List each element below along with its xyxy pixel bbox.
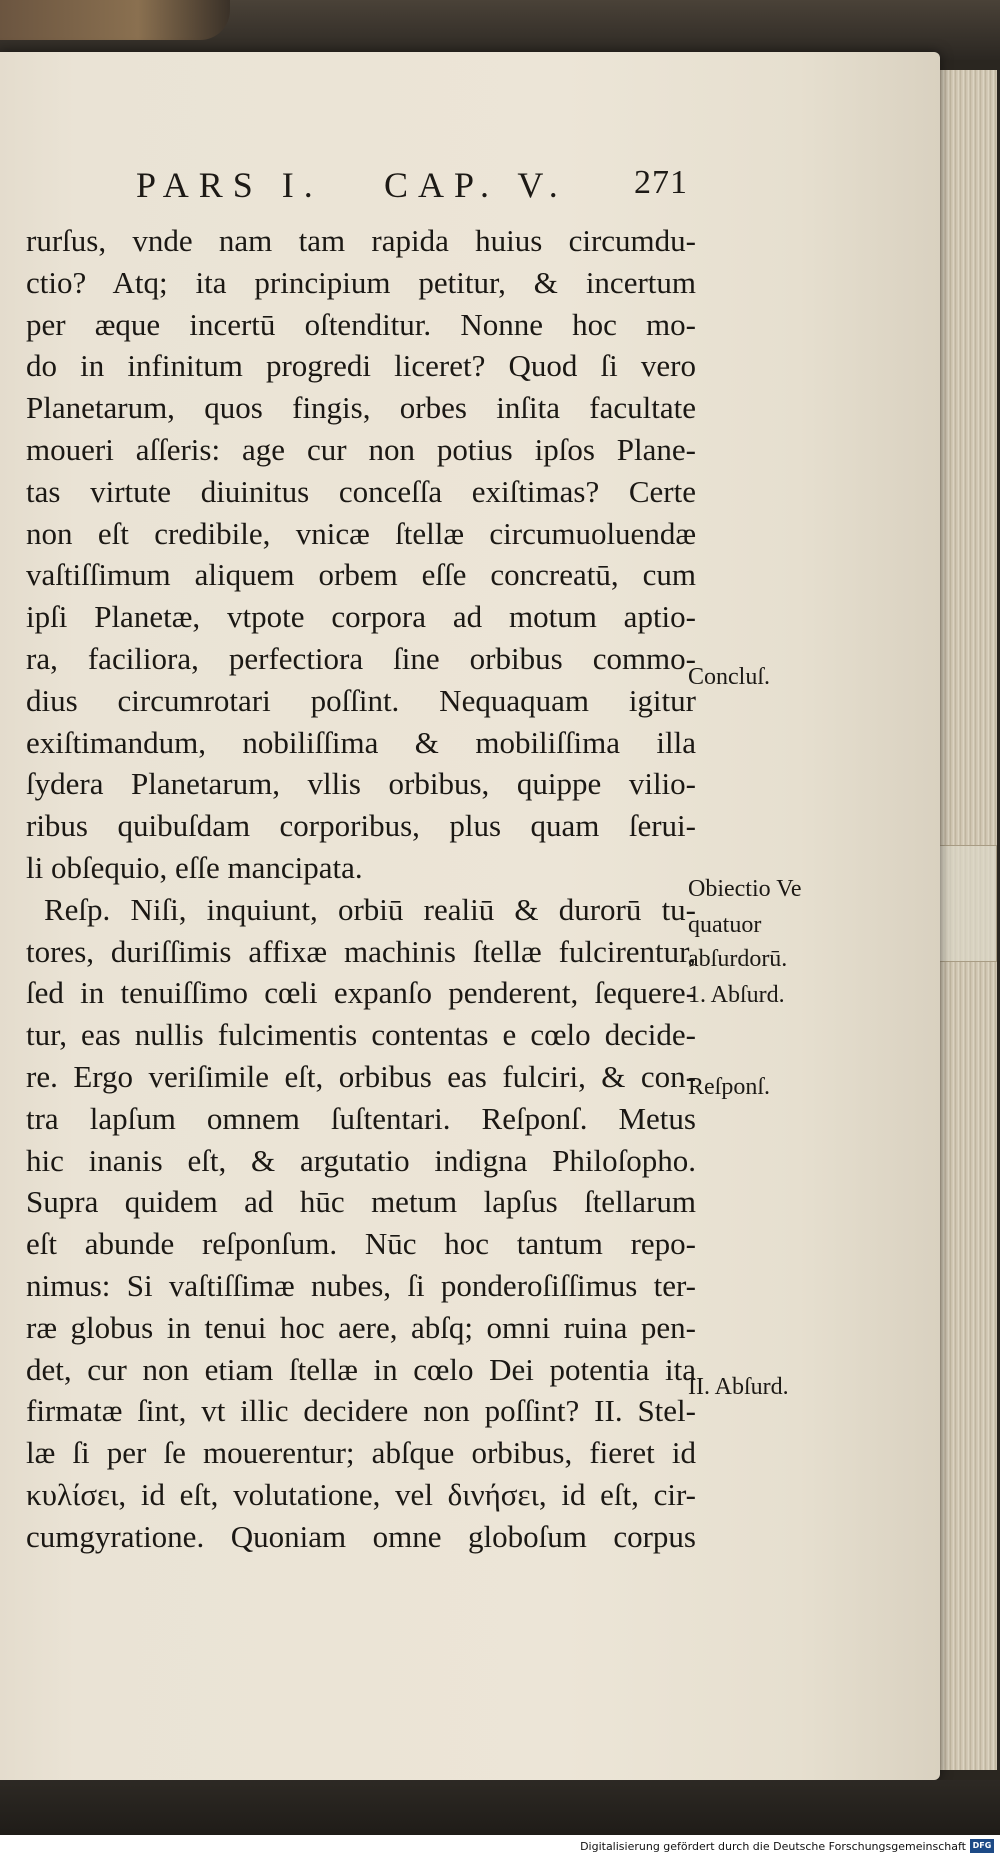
text-line: ribus quibuſdam corporibus, plus quam ſerui- xyxy=(26,808,696,844)
running-head xyxy=(136,164,696,214)
text-line: ctio? Atq; ita principium petitur, & incertum xyxy=(26,264,696,300)
text-line: firmatæ ſint, vt illic decidere non poſſint? II. Stel- xyxy=(26,1393,696,1429)
text-line: ſed in tenuiſſimo cœli expanſo penderent, ſequere- xyxy=(26,975,696,1011)
text-line: non eſt credibile, vnicæ ſtellæ circumuoluendæ xyxy=(26,515,696,551)
text-line: ræ globus in tenui hoc aere, abſq; omni ruina pen- xyxy=(26,1309,696,1345)
text-line: do in infinitum progredi liceret? Quod ſi vero xyxy=(26,348,696,384)
text-line: tores, duriſſimis affixæ machinis ſtellæ fulcirentur, xyxy=(26,933,696,969)
marginal-note-absurdorum: abſurdorū. xyxy=(688,946,788,972)
running-head-chapter: CAP. V. xyxy=(384,165,568,205)
book-page xyxy=(0,52,940,1780)
text-line: rurſus, vnde nam tam rapida huius circumdu- xyxy=(26,223,696,258)
body-text xyxy=(26,220,696,1558)
text-line: tra lapſum omnem ſuſtentari. Reſponſ. Metus xyxy=(26,1100,696,1136)
page-number: 271 xyxy=(634,164,688,201)
text-line: li obſequio, eſſe mancipata. xyxy=(26,849,363,885)
marginal-note-quatuor: quatuor xyxy=(688,912,762,938)
text-line: exiſtimandum, nobiliſſima & mobiliſſima illa xyxy=(26,724,696,760)
marginal-note-absurd-1: 1. Abſurd. xyxy=(688,982,785,1008)
text-line: ra, faciliora, perfectiora ſine orbibus commo- xyxy=(26,640,696,676)
text-line: Reſp. Niſi, inquiunt, orbiū realiū & durorū tu- xyxy=(44,891,696,927)
dfg-logo: DFG xyxy=(970,1839,994,1853)
text-line: per æque incertū oſtenditur. Nonne hoc mo- xyxy=(26,306,696,342)
text-line: cumgyratione. Quoniam omne globoſum corpus xyxy=(26,1518,696,1554)
binding-strip xyxy=(0,0,230,40)
text-line: tas virtute diuinitus conceſſa exiſtimas? Certe xyxy=(26,473,696,509)
text-line: κυλίσει, id eſt, volutatione, vel δινήσει, id eſt, cir- xyxy=(26,1476,696,1512)
text-line: Supra quidem ad hūc metum lapſus ſtellarum xyxy=(26,1184,696,1220)
text-line: ſydera Planetarum, vllis orbibus, quippe vilio- xyxy=(26,766,696,802)
text-line: eſt abunde reſponſum. Nūc hoc tantum repo- xyxy=(26,1226,696,1262)
text-line: dius circumrotari poſſint. Nequaquam igitur xyxy=(26,682,696,718)
text-line: moueri aſſeris: age cur non potius ipſos Plane- xyxy=(26,431,696,467)
marginal-note-conclusio: Concluſ. xyxy=(688,664,770,690)
text-line: tur, eas nullis fulcimentis contentas e cœlo decide- xyxy=(26,1017,696,1053)
running-head-part: PARS I. xyxy=(136,165,323,205)
footer-bar xyxy=(0,1835,1000,1859)
text-line: Planetarum, quos fingis, orbes inſita facultate xyxy=(26,390,696,426)
text-line: ipſi Planetæ, vtpote corpora ad motum aptio- xyxy=(26,599,696,635)
text-line: vaſtiſſimum aliquem orbem eſſe concreatū, cum xyxy=(26,557,696,593)
text-line: det, cur non etiam ſtellæ in cœlo Dei potentia ita xyxy=(26,1351,696,1387)
bottom-shadow xyxy=(0,1780,1000,1835)
footer-credit: Digitalisierung gefördert durch die Deutsche Forschungsgemeinschaft xyxy=(580,1840,966,1853)
text-line: nimus: Si vaſtiſſimæ nubes, ſi ponderoſiſſimus ter- xyxy=(26,1267,696,1303)
text-line: hic inanis eſt, & argutatio indigna Philoſopho. xyxy=(26,1142,696,1178)
marginal-note-absurd-2: II. Abſurd. xyxy=(688,1374,789,1400)
text-line: læ ſi per ſe mouerentur; abſque orbibus, fieret id xyxy=(26,1435,696,1471)
marginal-note-responsio: Reſponſ. xyxy=(688,1074,770,1100)
text-line: re. Ergo veriſimile eſt, orbibus eas fulciri, & con- xyxy=(26,1058,696,1094)
marginal-note-obiectio: Obiectio Ve xyxy=(688,876,802,902)
